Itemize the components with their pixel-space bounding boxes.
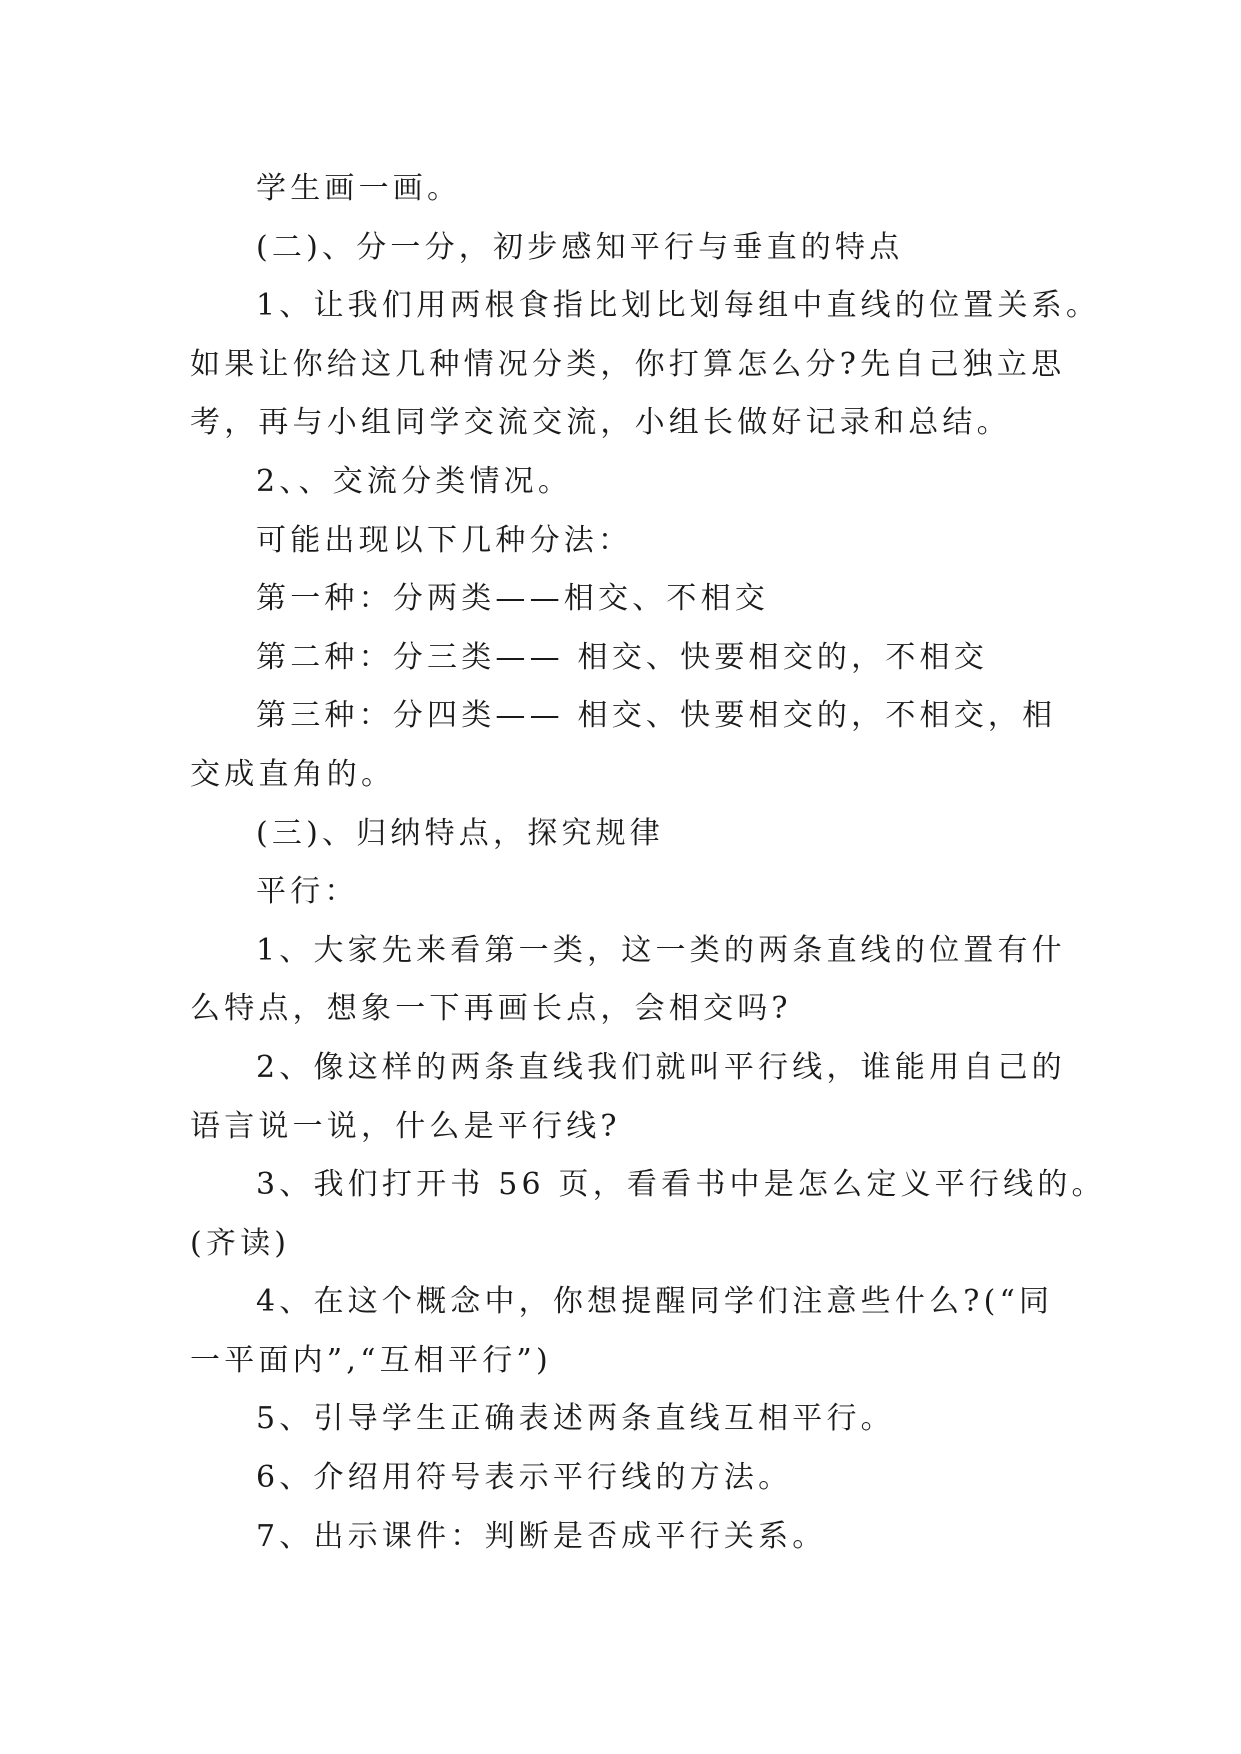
- paragraph-line: 2、像这样的两条直线我们就叫平行线，谁能用自己的: [256, 1049, 1066, 1085]
- paragraph-line: 么特点，想象一下再画长点，会相交吗?: [190, 991, 792, 1027]
- paragraph-line: 平行：: [256, 874, 359, 910]
- paragraph-line: 交成直角的。: [190, 756, 396, 792]
- paragraph-line: 语言说一说，什么是平行线?: [190, 1108, 621, 1144]
- paragraph-line: 3、我们打开书 56 页，看看书中是怎么定义平行线的。: [256, 1167, 1106, 1203]
- paragraph-line: 5、引导学生正确表述两条直线互相平行。: [256, 1401, 895, 1437]
- paragraph-line: 第二种：分三类—— 相交、快要相交的，不相交: [256, 639, 988, 675]
- paragraph-line: 学生画一画。: [256, 171, 462, 206]
- paragraph-line: 一平面内”,“互相平行”): [190, 1342, 552, 1378]
- paragraph-line: 可能出现以下几种分法：: [256, 522, 633, 558]
- paragraph-line: 1、让我们用两根食指比划比划每组中直线的位置关系。: [256, 288, 1101, 324]
- paragraph-line: 6、介绍用符号表示平行线的方法。: [256, 1460, 793, 1496]
- paragraph-line: 2、、交流分类情况。: [256, 463, 573, 499]
- paragraph-line: 第一种：分两类——相交、不相交: [256, 581, 769, 617]
- paragraph-line: 1、大家先来看第一类，这一类的两条直线的位置有什: [256, 932, 1066, 968]
- paragraph-line: 第三种：分四类—— 相交、快要相交的，不相交，相: [256, 698, 1057, 734]
- paragraph-line: 考，再与小组同学交流交流，小组长做好记录和总结。: [190, 405, 1011, 441]
- paragraph-line: 4、在这个概念中，你想提醒同学们注意些什么?(“同: [256, 1284, 1054, 1320]
- section-heading: (二)、分一分，初步感知平行与垂直的特点: [256, 229, 904, 265]
- document-body: [190, 160, 1106, 1566]
- section-heading: (三)、归纳特点，探究规律: [256, 815, 665, 851]
- paragraph-line: 如果让你给这几种情况分类，你打算怎么分?先自己独立思: [190, 346, 1066, 382]
- paragraph-line: (齐读): [190, 1225, 291, 1261]
- paragraph-line: 7、出示课件：判断是否成平行关系。: [256, 1518, 827, 1554]
